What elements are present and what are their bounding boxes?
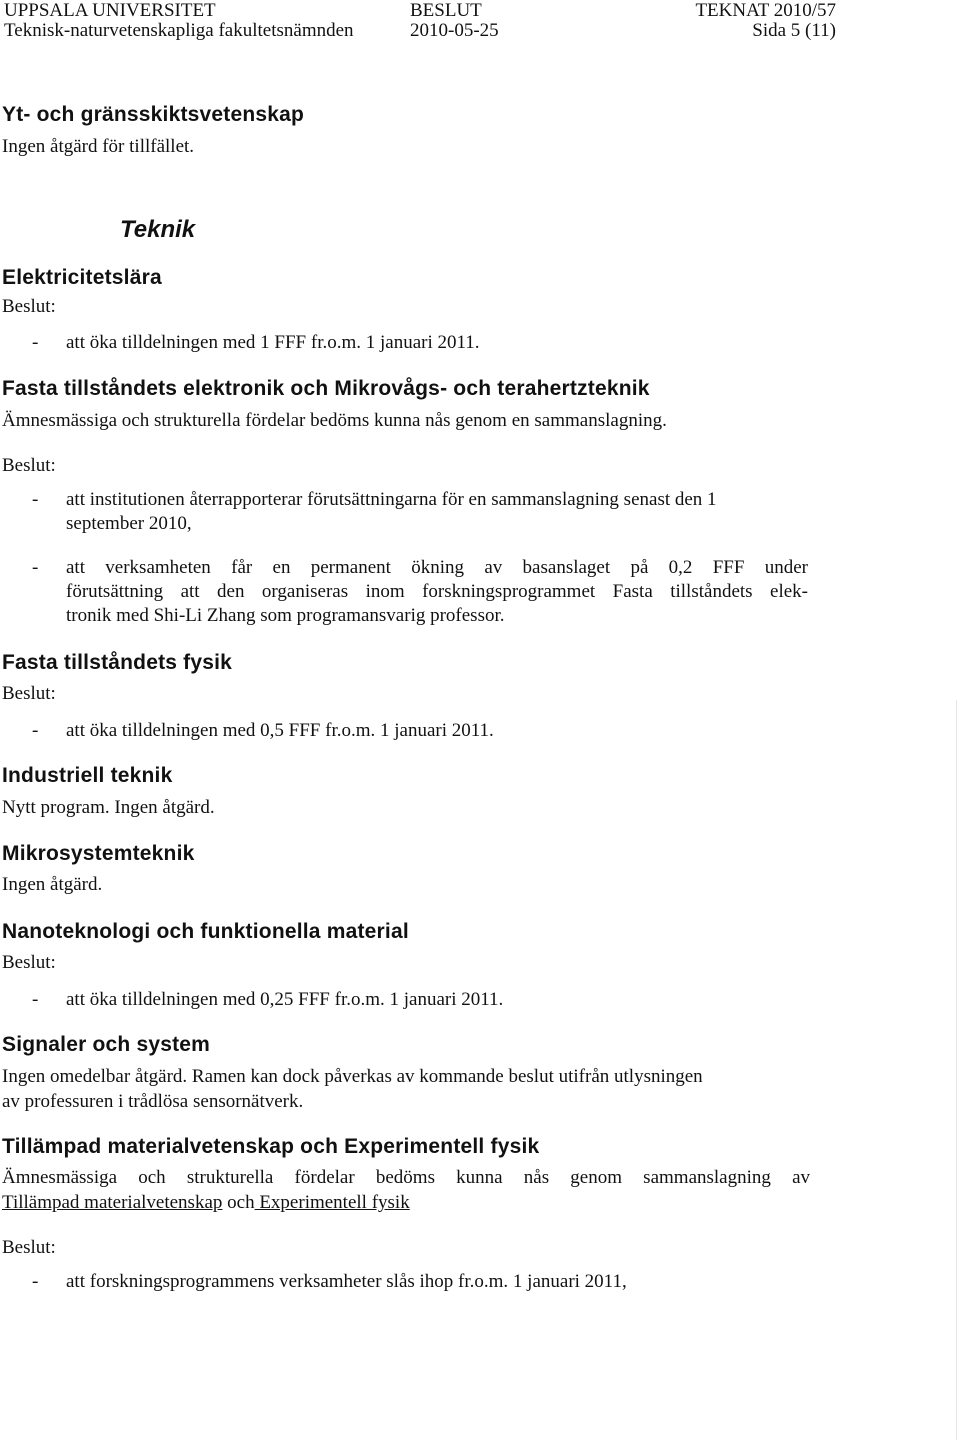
section-text-fasta-elektronik: Ämnesmässiga och strukturella fördelar bedöms kunna nås genom en sammanslagning. (2, 410, 667, 431)
header-faculty: Teknisk-naturvetenskapliga fakultetsnämnden (4, 20, 354, 41)
decision-item-line: september 2010, (66, 513, 192, 534)
header-page: Sida 5 (11) (752, 20, 836, 41)
beslut-label: Beslut: (2, 952, 56, 973)
header-doc-type: BESLUT (410, 0, 482, 21)
section-text-signaler: av professuren i trådlösa sensornätverk. (2, 1091, 304, 1112)
section-heading-fasta-fysik: Fasta tillståndets fysik (2, 651, 233, 674)
beslut-label: Beslut: (2, 296, 56, 317)
bullet-dash: - (32, 720, 39, 741)
scan-edge-line (956, 700, 957, 1440)
section-heading-signaler: Signaler och system (2, 1033, 211, 1056)
section-heading-industriell: Industriell teknik (2, 764, 173, 787)
conjunction: och (222, 1192, 255, 1213)
bullet-dash: - (32, 557, 39, 578)
decision-item: att öka tilldelningen med 0,5 FFF fr.o.m. 1 januari 2011. (66, 720, 494, 741)
underlined-term: Experimentell fysik (254, 1192, 410, 1213)
decision-item-line: att institutionen återrapporterar förutsättningarna för en sammanslagning senast den 1 (66, 489, 717, 510)
beslut-label: Beslut: (2, 683, 56, 704)
section-text-mikrosystem: Ingen åtgärd. (2, 874, 103, 895)
decision-item-line: att verksamheten får en permanent ökning av basanslaget på 0,2 FFF under (66, 557, 808, 578)
category-heading-teknik: Teknik (120, 216, 196, 243)
section-heading-yt: Yt- och gränsskiktsvetenskap (2, 103, 305, 126)
bullet-dash: - (32, 332, 39, 353)
section-text-signaler: Ingen omedelbar åtgärd. Ramen kan dock påverkas av kommande beslut utifrån utlysningen (2, 1066, 703, 1087)
decision-item-line: tronik med Shi-Li Zhang som programansvarig professor. (66, 605, 505, 626)
bullet-dash: - (32, 1271, 39, 1292)
section-text-industriell: Nytt program. Ingen åtgärd. (2, 797, 215, 818)
decision-item-line: förutsättning att den organiseras inom forskningsprogrammet Fasta tillståndets elek- (66, 581, 808, 602)
section-heading-tillampad: Tillämpad materialvetenskap och Experimentell fysik (2, 1135, 540, 1158)
beslut-label: Beslut: (2, 455, 56, 476)
decision-item: att forskningsprogrammens verksamheter slås ihop fr.o.m. 1 januari 2011, (66, 1271, 627, 1292)
section-text-tillampad-line2 (2, 1192, 410, 1214)
bullet-dash: - (32, 989, 39, 1010)
section-text-yt: Ingen åtgärd för tillfället. (2, 136, 195, 157)
section-text-tillampad: Ämnesmässiga och strukturella fördelar bedöms kunna nås genom sammanslagning av (2, 1167, 810, 1188)
bullet-dash: - (32, 489, 39, 510)
beslut-label: Beslut: (2, 1237, 56, 1258)
section-heading-fasta-elektronik: Fasta tillståndets elektronik och Mikrovågs- och terahertzteknik (2, 377, 650, 400)
header-ref: TEKNAT 2010/57 (695, 0, 836, 21)
header-date: 2010-05-25 (410, 20, 499, 41)
decision-item: att öka tilldelningen med 0,25 FFF fr.o.m. 1 januari 2011. (66, 989, 504, 1010)
decision-item: att öka tilldelningen med 1 FFF fr.o.m. 1 januari 2011. (66, 332, 480, 353)
section-heading-elektricitetslara: Elektricitetslära (2, 266, 162, 289)
section-heading-nano: Nanoteknologi och funktionella material (2, 920, 409, 943)
header-university: UPPSALA UNIVERSITET (4, 0, 216, 21)
section-heading-mikrosystem: Mikrosystemteknik (2, 842, 195, 865)
underlined-term: Tillämpad materialvetenskap (2, 1192, 223, 1213)
